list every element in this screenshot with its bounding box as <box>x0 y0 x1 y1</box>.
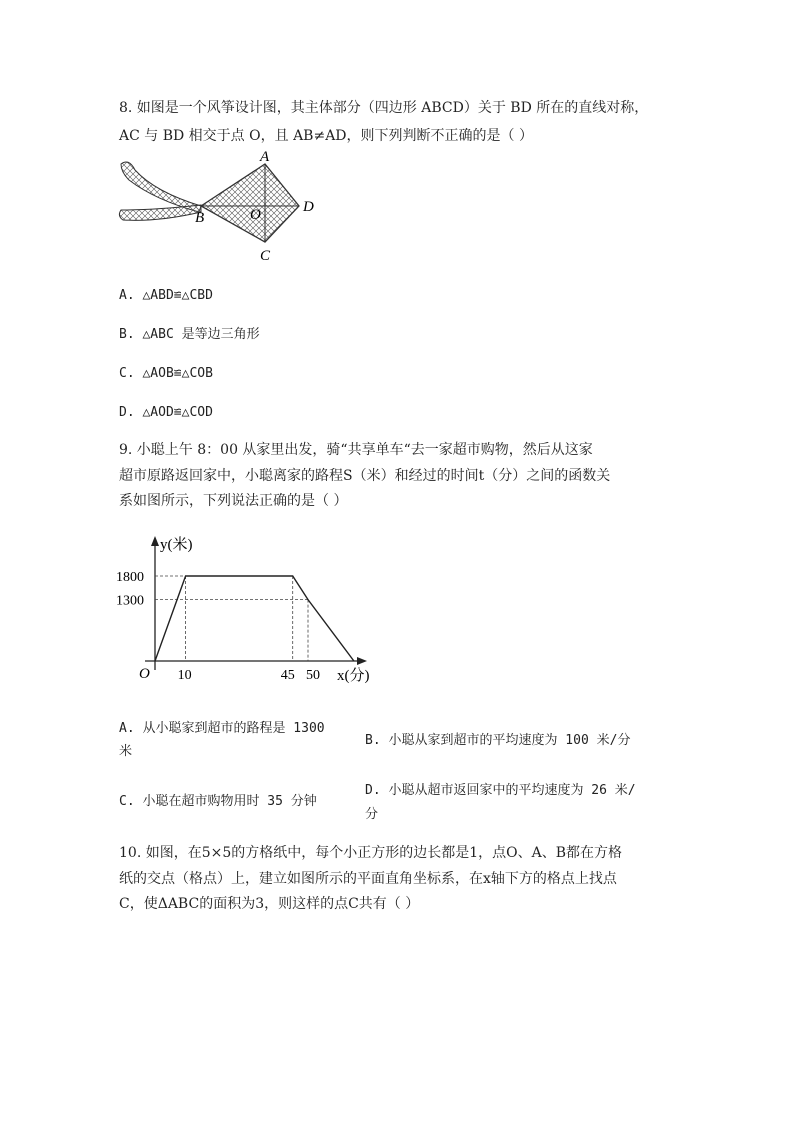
kite-figure <box>115 150 335 262</box>
q9-option-b: B. 小聪从家到超市的平均速度为 100 米/分 <box>365 733 631 748</box>
q8-option-d: D. △AOD≌△COD <box>119 405 213 420</box>
q9-line1: 9. 小聪上午 8：00 从家里出发，骑“共享单车“去一家超市购物，然后从这家 <box>119 442 593 458</box>
q8-option-b: B. △ABC 是等边三角形 <box>119 327 260 342</box>
q10-line3: C，使ΔABC的面积为3，则这样的点C共有（ ） <box>119 896 420 912</box>
q8-line2: AC 与 BD 相交于点 O，且 AB≠AD，则下列判断不正确的是（ ） <box>119 128 533 144</box>
label-d: D <box>303 199 314 215</box>
y-tick-label-1300: 1300 <box>116 593 144 609</box>
x-tick-label-50: 50 <box>306 668 320 683</box>
q9-line3: 系如图所示，下列说法正确的是（ ） <box>119 493 348 509</box>
x-axis-label: x(分) <box>337 668 370 684</box>
x-tick-label-10: 10 <box>177 668 192 683</box>
kite-body <box>201 164 299 242</box>
distance-time-chart <box>115 532 385 687</box>
q9-option-d-line2: 分 <box>365 807 379 822</box>
q9-line2: 超市原路返回家中，小聪离家的路程S（米）和经过的时间t（分）之间的函数关 <box>119 468 611 484</box>
q9-option-d-line1: D. 小聪从超市返回家中的平均速度为 26 米/ <box>365 783 636 798</box>
label-a: A <box>260 150 270 165</box>
origin-label: O <box>139 666 150 682</box>
q10-line2: 纸的交点（格点）上，建立如图所示的平面直角坐标系，在x轴下方的格点上找点 <box>119 871 617 887</box>
q8-option-c: C. △AOB≌△COB <box>119 366 213 381</box>
label-o: O <box>250 207 261 223</box>
label-c: C <box>260 248 271 262</box>
x-tick-label-45: 45 <box>280 668 295 683</box>
q9-option-a-line1: A. 从小聪家到超市的路程是 1300 <box>119 721 325 736</box>
label-b: B <box>195 210 205 226</box>
kite-tail-upper <box>121 162 201 212</box>
y-tick-label-1800: 1800 <box>116 570 144 585</box>
q10-line1: 10. 如图，在5×5的方格纸中，每个小正方形的边长都是1，点O、A、B都在方格 <box>119 845 623 861</box>
q9-option-a-line2: 米 <box>119 744 133 759</box>
q8-option-a: A. △ABD≌△CBD <box>119 288 213 303</box>
y-axis-label: y(米) <box>160 537 193 553</box>
kite-tail-lower <box>119 205 201 220</box>
q8-line1: 8. 如图是一个风筝设计图，其主体部分（四边形 ABCD）关于 BD 所在的直线对称， <box>119 100 649 116</box>
series-line <box>155 576 354 661</box>
q9-option-c: C. 小聪在超市购物用时 35 分钟 <box>119 794 317 809</box>
